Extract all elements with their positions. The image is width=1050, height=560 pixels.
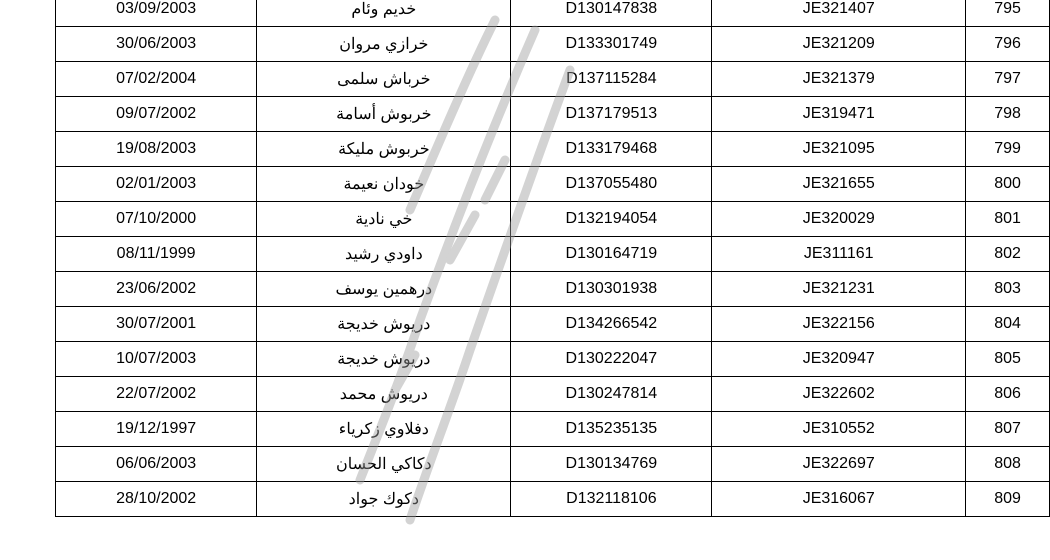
cin-cell: D130134769 (511, 447, 712, 482)
code-cell: JE321231 (712, 272, 966, 307)
table-row (56, 167, 1050, 202)
table-row (56, 132, 1050, 167)
birth-date-cell: 06/06/2003 (56, 447, 257, 482)
row-number-cell: 801 (966, 202, 1050, 237)
cin-cell: D130301938 (511, 272, 712, 307)
table-row (56, 307, 1050, 342)
table-row (56, 342, 1050, 377)
birth-date-cell: 19/12/1997 (56, 412, 257, 447)
row-number-cell: 808 (966, 447, 1050, 482)
table-row (56, 202, 1050, 237)
cin-cell: D132194054 (511, 202, 712, 237)
birth-date-cell: 07/10/2000 (56, 202, 257, 237)
name-cell: خرباش سلمى (257, 62, 511, 97)
row-number-cell: 795 (966, 0, 1050, 27)
code-cell: JE319471 (712, 97, 966, 132)
code-cell: JE321209 (712, 27, 966, 62)
row-number-cell: 797 (966, 62, 1050, 97)
results-table-body (56, 0, 1050, 517)
code-cell: JE310552 (712, 412, 966, 447)
results-table (55, 0, 1050, 517)
birth-date-cell: 22/07/2002 (56, 377, 257, 412)
name-cell: دريوش خديجة (257, 307, 511, 342)
cin-cell: D130147838 (511, 0, 712, 27)
birth-date-cell: 10/07/2003 (56, 342, 257, 377)
cin-cell: D134266542 (511, 307, 712, 342)
birth-date-cell: 30/06/2003 (56, 27, 257, 62)
birth-date-cell: 08/11/1999 (56, 237, 257, 272)
name-cell: خربوش أسامة (257, 97, 511, 132)
table-row (56, 0, 1050, 27)
name-cell: دكوك جواد (257, 482, 511, 517)
row-number-cell: 803 (966, 272, 1050, 307)
row-number-cell: 809 (966, 482, 1050, 517)
birth-date-cell: 07/02/2004 (56, 62, 257, 97)
birth-date-cell: 02/01/2003 (56, 167, 257, 202)
cin-cell: D133301749 (511, 27, 712, 62)
table-row (56, 97, 1050, 132)
code-cell: JE321407 (712, 0, 966, 27)
table-row (56, 447, 1050, 482)
row-number-cell: 796 (966, 27, 1050, 62)
cin-cell: D137055480 (511, 167, 712, 202)
birth-date-cell: 19/08/2003 (56, 132, 257, 167)
table-row (56, 27, 1050, 62)
table-row (56, 412, 1050, 447)
code-cell: JE320947 (712, 342, 966, 377)
cin-cell: D137115284 (511, 62, 712, 97)
row-number-cell: 805 (966, 342, 1050, 377)
name-cell: درهمين يوسف (257, 272, 511, 307)
cin-cell: D130164719 (511, 237, 712, 272)
row-number-cell: 806 (966, 377, 1050, 412)
name-cell: دفلاوي زكرياء (257, 412, 511, 447)
table-row (56, 237, 1050, 272)
table-row (56, 377, 1050, 412)
birth-date-cell: 23/06/2002 (56, 272, 257, 307)
code-cell: JE316067 (712, 482, 966, 517)
cin-cell: D132118106 (511, 482, 712, 517)
code-cell: JE321379 (712, 62, 966, 97)
code-cell: JE321655 (712, 167, 966, 202)
name-cell: دكاكي الحسان (257, 447, 511, 482)
row-number-cell: 799 (966, 132, 1050, 167)
name-cell: داودي رشيد (257, 237, 511, 272)
table-row (56, 62, 1050, 97)
birth-date-cell: 28/10/2002 (56, 482, 257, 517)
row-number-cell: 804 (966, 307, 1050, 342)
code-cell: JE322156 (712, 307, 966, 342)
row-number-cell: 798 (966, 97, 1050, 132)
code-cell: JE311161 (712, 237, 966, 272)
name-cell: خرازي مروان (257, 27, 511, 62)
name-cell: دريوش محمد (257, 377, 511, 412)
name-cell: خربوش مليكة (257, 132, 511, 167)
cin-cell: D130222047 (511, 342, 712, 377)
code-cell: JE322697 (712, 447, 966, 482)
table-row (56, 482, 1050, 517)
code-cell: JE322602 (712, 377, 966, 412)
cin-cell: D133179468 (511, 132, 712, 167)
birth-date-cell: 30/07/2001 (56, 307, 257, 342)
row-number-cell: 807 (966, 412, 1050, 447)
row-number-cell: 802 (966, 237, 1050, 272)
cin-cell: D137179513 (511, 97, 712, 132)
code-cell: JE321095 (712, 132, 966, 167)
table-row (56, 272, 1050, 307)
row-number-cell: 800 (966, 167, 1050, 202)
code-cell: JE320029 (712, 202, 966, 237)
birth-date-cell: 09/07/2002 (56, 97, 257, 132)
name-cell: خودان نعيمة (257, 167, 511, 202)
cin-cell: D135235135 (511, 412, 712, 447)
name-cell: خديم وئام (257, 0, 511, 27)
name-cell: خي نادية (257, 202, 511, 237)
cin-cell: D130247814 (511, 377, 712, 412)
name-cell: دريوش خديجة (257, 342, 511, 377)
birth-date-cell: 03/09/2003 (56, 0, 257, 27)
